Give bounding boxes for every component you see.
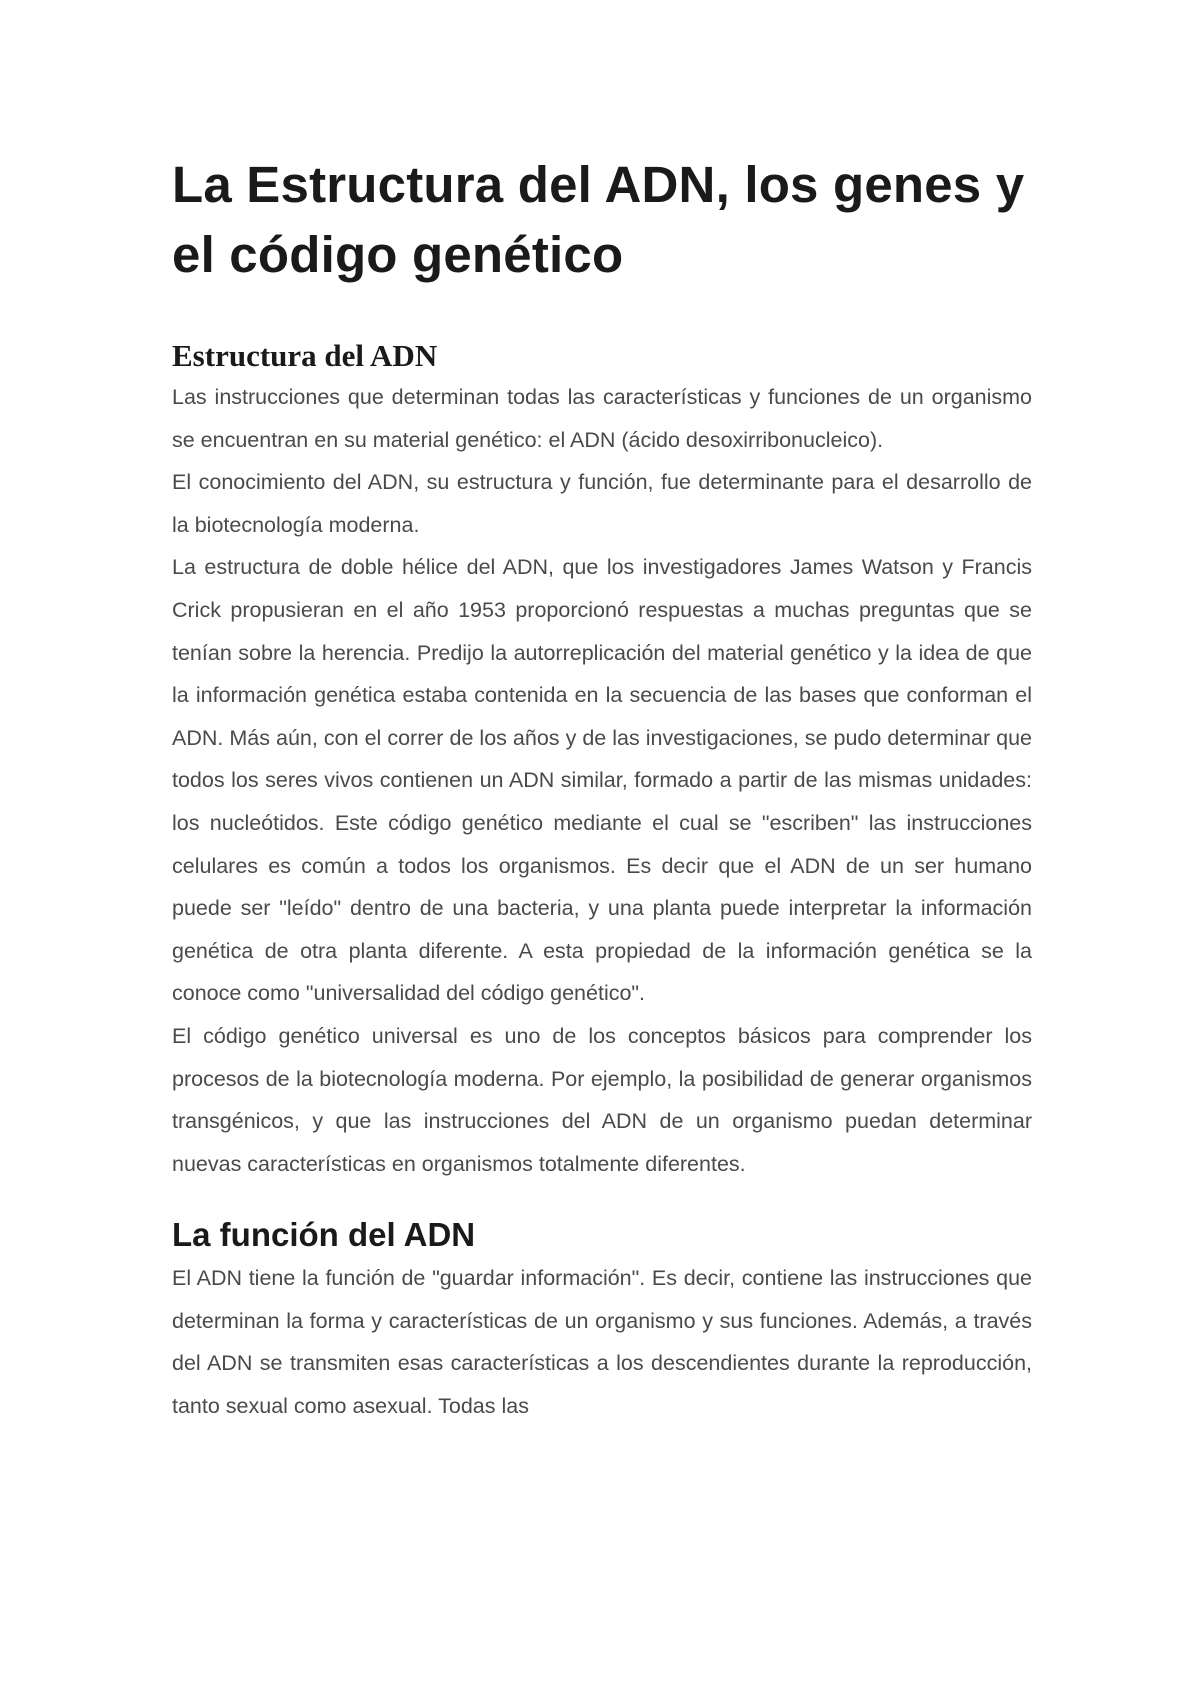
- document-content: [172, 150, 1032, 1428]
- document-title: La Estructura del ADN, los genes y el código genético: [172, 156, 1025, 283]
- paragraph: El conocimiento del ADN, su estructura y función, fue determinante para el desarrollo de la biotecnología moderna.: [172, 470, 1032, 537]
- paragraph: Las instrucciones que determinan todas las características y funciones de un organismo se encuentran en su material genético: el ADN (ácido desoxirribonucleico).: [172, 385, 1032, 452]
- paragraph: El código genético universal es uno de los conceptos básicos para comprender los procesos de la biotecnología moderna. Por ejemplo, la posibilidad de generar organismos transgénicos, y que las instrucciones del ADN de un organismo puedan determinar nuevas características en organismos totalmente diferentes.: [172, 1023, 1032, 1176]
- paragraph: El ADN tiene la función de "guardar información". Es decir, contiene las instrucciones que determinan la forma y características de un organismo y sus funciones. Además, a través del ADN se transmiten esas características a los descendientes durante la reproducción, tanto sexual como asexual. Todas las: [172, 1266, 1032, 1419]
- paragraph: La estructura de doble hélice del ADN, que los investigadores James Watson y Francis Crick propusieran en el año 1953 proporcionó respuestas a muchas preguntas que se tenían sobre la herencia. Predijo la autorreplicación del material genético y la idea de que la información genética estaba contenida en la secuencia de las bases que conforman el ADN. Más aún, con el correr de los años y de las investigaciones, se pudo determinar que todos los seres vivos contienen un ADN similar, formado a partir de las mismas unidades: los nucleótidos. Este código genético mediante el cual se "escriben" las instrucciones celulares es común a todos los organismos. Es decir que el ADN de un ser humano puede ser "leído" dentro de una bacteria, y una planta puede interpretar la información genética de otra planta diferente. A esta propiedad de la información genética se la conoce como "universalidad del código genético".: [172, 555, 1032, 1006]
- section-heading-funcion: La función del ADN: [172, 1216, 476, 1254]
- section-heading-estructura: Estructura del ADN: [172, 338, 438, 373]
